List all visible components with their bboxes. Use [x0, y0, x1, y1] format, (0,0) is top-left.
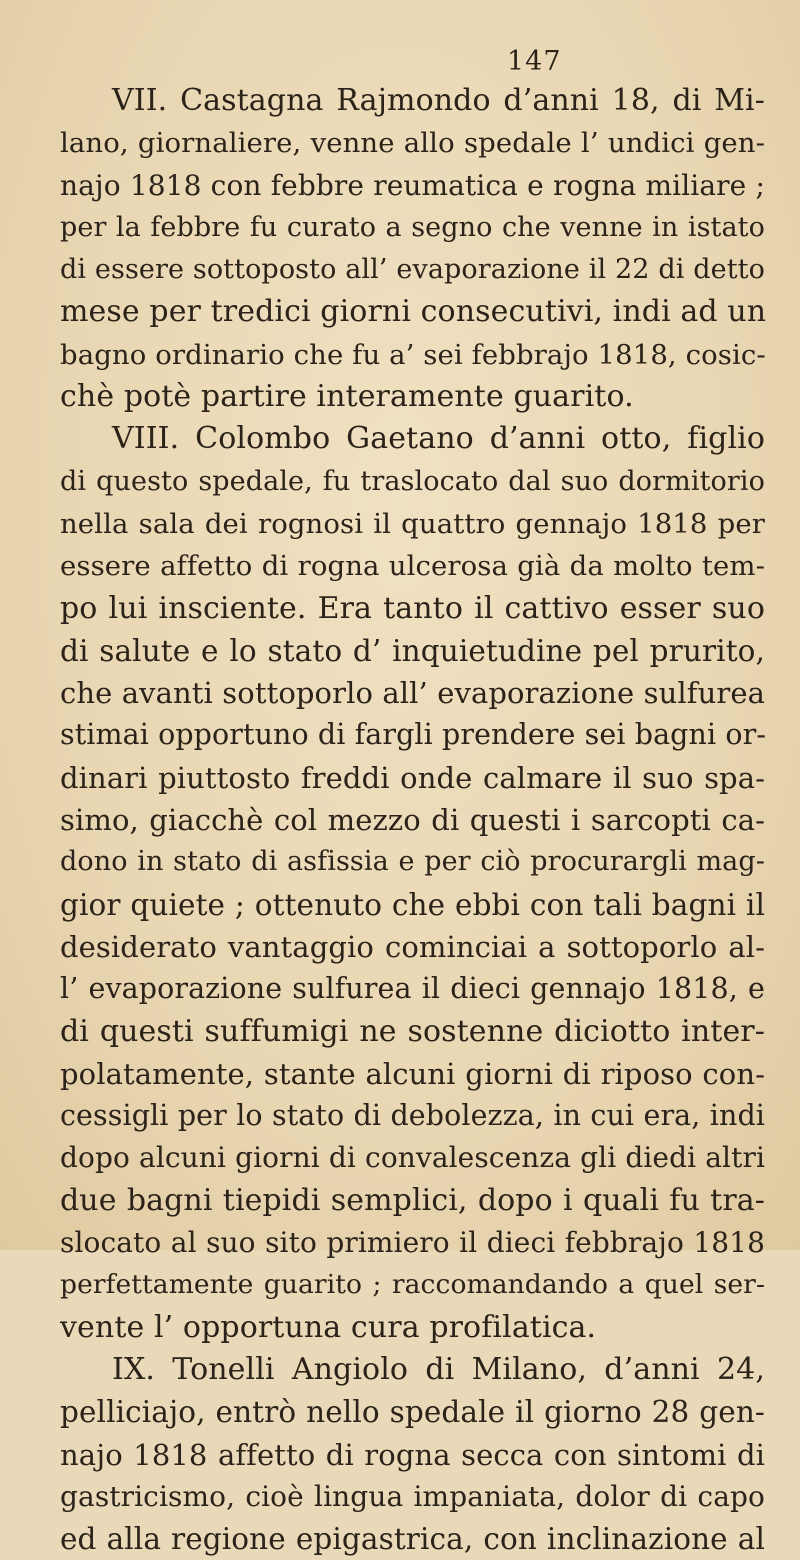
- text-line: bagno ordinario che fu a’ sei febbrajo 1818, cosic-: [60, 338, 766, 371]
- text-line: lano, giornaliere, venne allo spedale l’ undici gen-: [60, 127, 765, 160]
- body-text: [60, 80, 765, 1560]
- text-line: najo 1818 affetto di rogna secca con sintomi di: [60, 1437, 765, 1472]
- text-line: IX. Tonelli Angiolo di Milano, d’anni 24,: [112, 1351, 765, 1387]
- text-line: di salute e lo stato d’ inquietudine pel prurito,: [60, 633, 765, 668]
- text-line: l’ evaporazione sulfurea il dieci gennajo 1818, e: [60, 972, 765, 1006]
- text-line: per la febbre fu curato a segno che venne in istato: [60, 211, 765, 243]
- text-line: essere affetto di rogna ulcerosa già da molto tem-: [60, 550, 765, 583]
- text-line: po lui insciente. Era tanto il cattivo esser suo: [60, 590, 765, 626]
- text-line: mese per tredici giorni consecutivi, indi ad un: [60, 294, 767, 330]
- text-line: di essere sottoposto all’ evaporazione il 22 di detto: [60, 254, 765, 286]
- page-number: 147: [507, 46, 562, 77]
- text-line: najo 1818 con febbre reumatica e rogna miliare ;: [60, 168, 765, 202]
- text-line: simo, giacchè col mezzo di questi i sarcopti ca-: [60, 803, 765, 838]
- text-line: ed alla regione epigastrica, con inclinazione al: [60, 1522, 765, 1557]
- text-line: vente l’ opportuna cura profilatica.: [60, 1309, 597, 1345]
- text-line: stimai opportuno di fargli prendere sei bagni or-: [60, 718, 767, 752]
- text-line: dopo alcuni giorni di convalescenza gli diedi altri: [60, 1141, 765, 1175]
- text-line: perfettamente guarito ; raccomandando a quel ser-: [60, 1269, 765, 1301]
- text-line: gior quiete ; ottenuto che ebbi con tali bagni il: [60, 887, 765, 922]
- text-line: di questi suffumigi ne sostenne diciotto inter-: [60, 1013, 765, 1049]
- text-line: gastricismo, cioè lingua impaniata, dolor di capo: [60, 1479, 765, 1513]
- text-line: che avanti sottoporlo all’ evaporazione sulfurea: [60, 676, 765, 711]
- text-line: slocato al suo sito primiero il dieci febbrajo 1818: [60, 1226, 765, 1260]
- text-line: chè potè partire interamente guarito.: [60, 379, 634, 415]
- text-line: polatamente, stante alcuni giorni di riposo con-: [60, 1056, 765, 1091]
- text-line: dinari piuttosto freddi onde calmare il suo spa-: [60, 760, 765, 795]
- text-line: di questo spedale, fu traslocato dal suo dormitorio: [60, 465, 765, 497]
- text-line: desiderato vantaggio cominciai a sottoporlo al-: [60, 929, 765, 964]
- text-line: VIII. Colombo Gaetano d’anni otto, figlio: [112, 421, 765, 457]
- text-line: VII. Castagna Rajmondo d’anni 18, di Mi-: [112, 83, 765, 118]
- text-line: dono in stato di asfissia e per ciò procurargli mag-: [60, 846, 765, 878]
- text-line: nella sala dei rognosi il quattro gennajo 1818 per: [60, 507, 765, 540]
- text-line: pelliciajo, entrò nello spedale il giorno 28 gen-: [60, 1395, 765, 1430]
- text-line: due bagni tiepidi semplici, dopo i quali fu tra-: [60, 1182, 765, 1218]
- text-line: cessigli per lo stato di debolezza, in cui era, indi: [60, 1099, 765, 1133]
